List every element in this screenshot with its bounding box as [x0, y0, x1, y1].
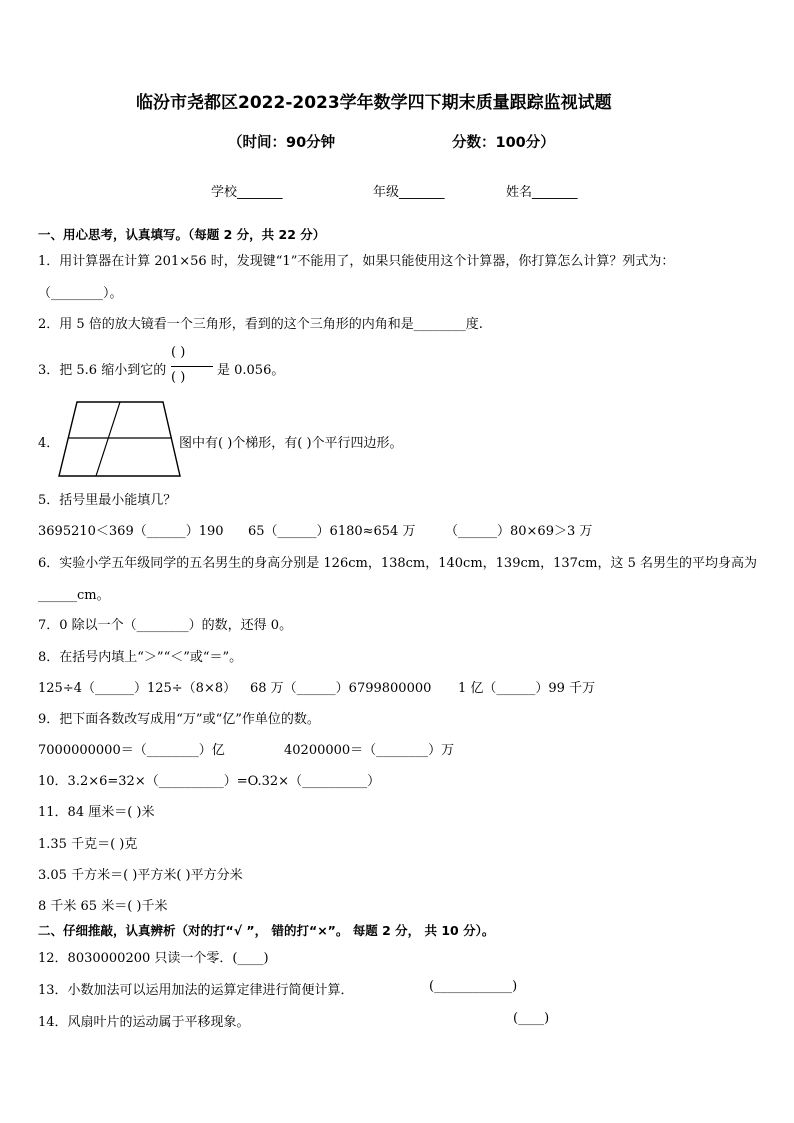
- question-14-blank: (____): [513, 1011, 550, 1026]
- question-4: 图中有( )个梯形，有( )个平行四边形。: [179, 436, 403, 451]
- question-11b: 1.35 千克＝( )克: [38, 837, 138, 852]
- fraction-numerator: ( ): [171, 345, 186, 360]
- fraction-blank: [171, 345, 213, 387]
- trapezoid-figure: [58, 401, 182, 477]
- section-1-heading: 一、用心思考，认真填写。（每题 2 分，共 22 分）: [38, 227, 326, 242]
- time-limit: （时间：90分钟: [228, 135, 336, 151]
- question-14: 14．风扇叶片的运动属于平移现象。: [38, 1015, 250, 1030]
- question-5a: 3695210＜369（______）190: [38, 524, 224, 539]
- question-11c: 3.05 千方米＝( )平方米( )平方分米: [38, 868, 243, 883]
- question-3-suffix: 是 0.056。: [217, 363, 285, 378]
- question-4-number: 4．: [38, 436, 60, 451]
- question-5: 5．括号里最小能填几？: [38, 493, 177, 508]
- question-11: 11．84 厘米＝( )米: [38, 805, 155, 820]
- page-title: 临汾市尧都区2022-2023学年数学四下期末质量跟踪监视试题: [136, 93, 612, 113]
- question-11d: 8 千米 65 米＝( )千米: [38, 899, 168, 914]
- question-8b: 68 万（______）6799800000: [250, 681, 432, 696]
- school-field: 学校_______: [211, 185, 283, 200]
- question-8: 8．在括号内填上“＞”“＜”或“＝”。: [38, 650, 243, 665]
- question-1-answer: （________）。: [38, 286, 123, 301]
- question-12: 12．8030000200 只读一个零．(____): [38, 951, 269, 966]
- fraction-denominator: ( ): [171, 370, 186, 385]
- question-1: 1．用计算器在计算 201×56 时，发现键“1”不能用了，如果只能使用这个计算器，你打算怎么计算？列式为：: [38, 254, 675, 269]
- question-8c: 1 亿（______）99 千万: [458, 681, 596, 696]
- section-2-heading: 二、仔细推敲，认真辨析（对的打“√ ”， 错的打“×”。 每题 2 分， 共 10 分）。: [38, 923, 495, 938]
- question-9: 9．把下面各数改写成用“万”或“亿”作单位的数。: [38, 712, 320, 727]
- question-2: 2．用 5 倍的放大镜看一个三角形，看到的这个三角形的内角和是________度.: [38, 317, 483, 332]
- question-3-prefix: 3．把 5.6 缩小到它的: [38, 363, 167, 378]
- question-8a: 125÷4（______）125÷（8×8）: [38, 681, 237, 696]
- question-7: 7．0 除以一个（________）的数，还得 0。: [38, 618, 293, 633]
- question-13: 13．小数加法可以运用加法的运算定律进行简便计算．: [38, 983, 354, 998]
- question-9b: 40200000＝（________）万: [284, 743, 455, 758]
- question-9a: 7000000000＝（________）亿: [38, 743, 225, 758]
- question-5b: 65（______）6180≈654 万: [248, 524, 416, 539]
- total-score: 分数：100分）: [452, 135, 555, 151]
- question-10: 10．3.2×6=32×（__________）=O.32×（__________）: [38, 774, 381, 789]
- name-field: 姓名_______: [506, 185, 578, 200]
- question-6-answer: ______cm。: [38, 588, 110, 603]
- question-5c: （______）80×69＞3 万: [445, 524, 593, 539]
- question-6: 6．实验小学五年级同学的五名男生的身高分别是 126cm，138cm，140cm，139cm，137cm，这 5 名男生的平均身高为: [38, 556, 758, 571]
- question-13-blank: (____________): [429, 979, 518, 994]
- grade-field: 年级_______: [373, 185, 445, 200]
- fraction-bar: [171, 366, 213, 367]
